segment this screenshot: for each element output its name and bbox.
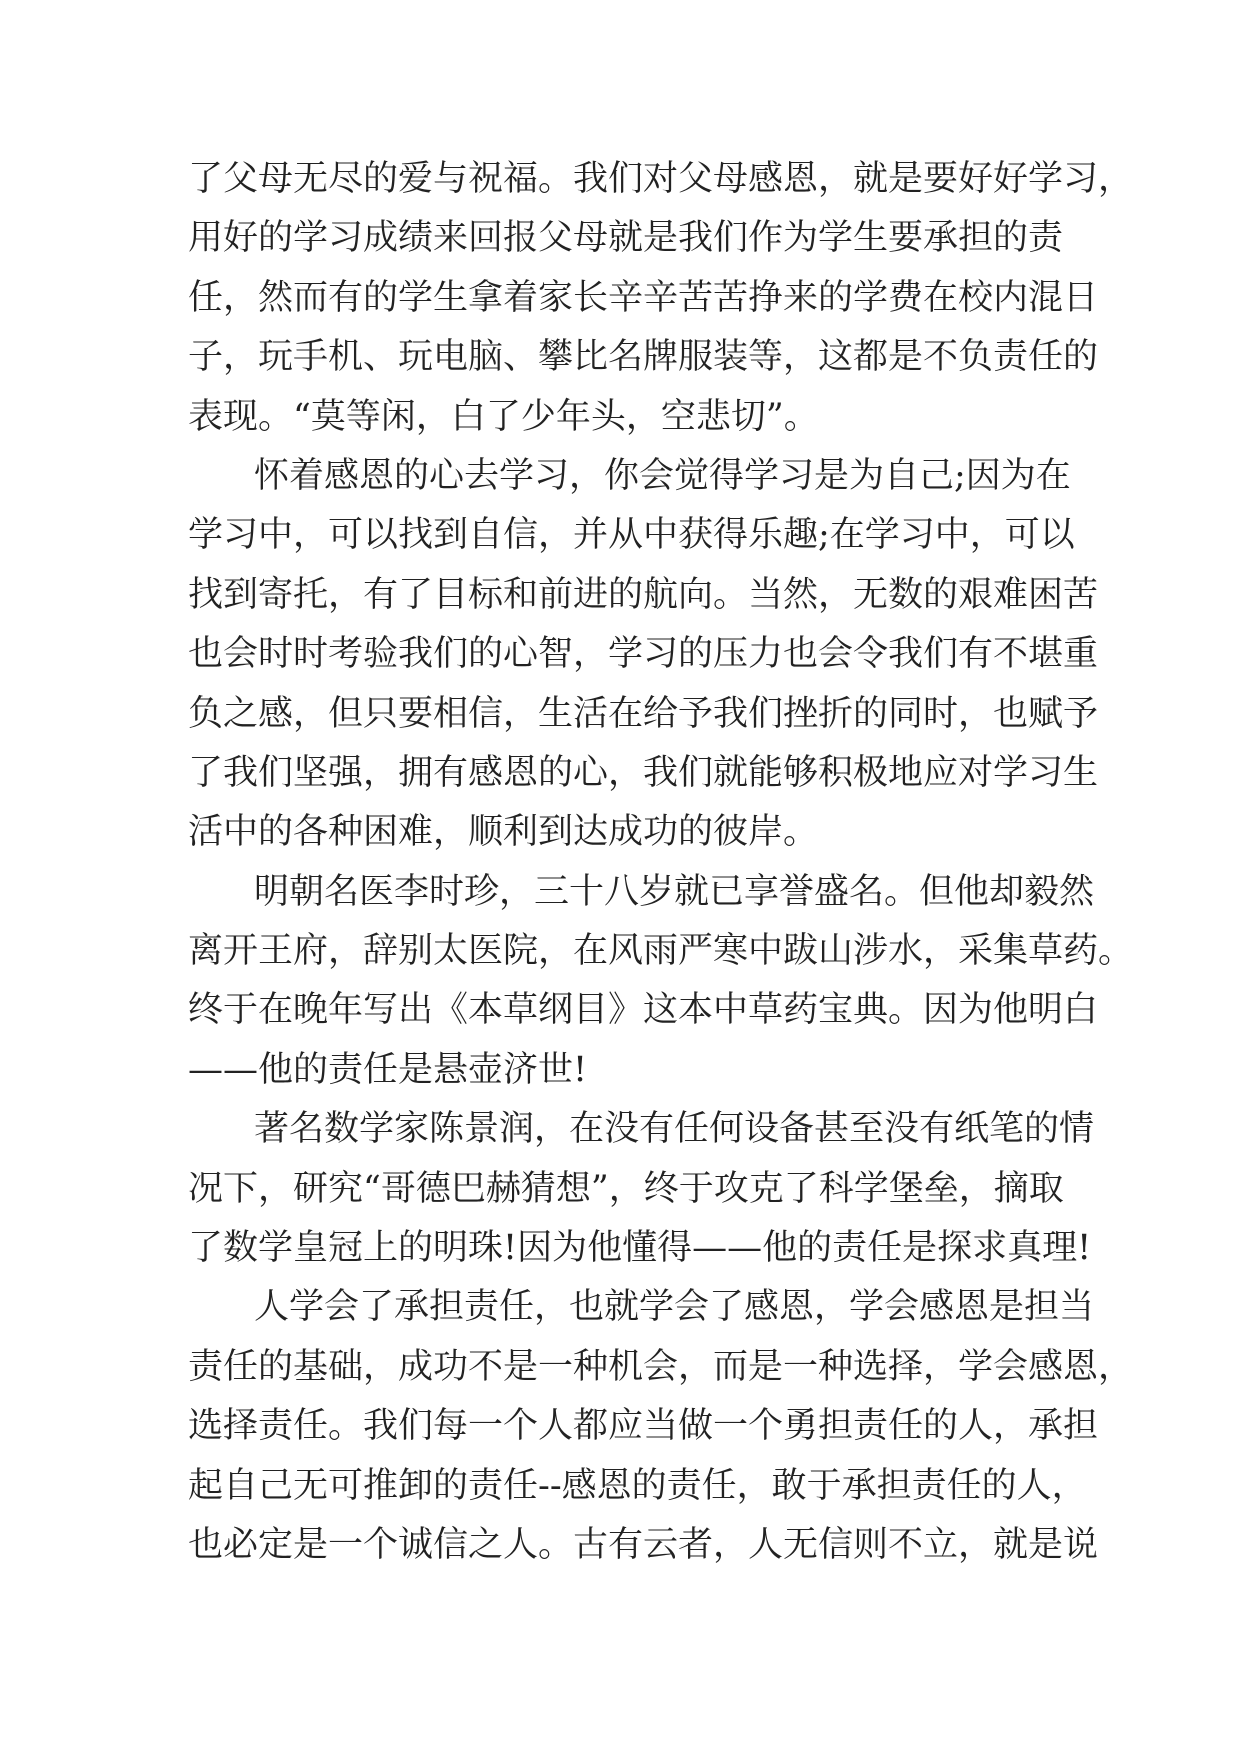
text-line: 责任的基础，成功不是一种机会，而是一种选择，学会感恩，: [188, 1346, 1134, 1387]
text-line: ——他的责任是悬壶济世!: [188, 1049, 588, 1090]
document-page: [188, 150, 1134, 1575]
text-line: 活中的各种困难，顺利到达成功的彼岸。: [188, 812, 819, 853]
text-line: 也会时时考验我们的心智，学习的压力也会令我们有不堪重: [188, 634, 1099, 675]
text-line: 用好的学习成绩来回报父母就是我们作为学生要承担的责: [188, 218, 1064, 259]
text-line: 负之感，但只要相信，生活在给予我们挫折的同时，也赋予: [188, 693, 1099, 734]
text-line: 起自己无可推卸的责任--感恩的责任，敢于承担责任的人，: [188, 1465, 1087, 1506]
text-line: 也必定是一个诚信之人。古有云者，人无信则不立，就是说: [188, 1524, 1099, 1565]
text-line: 找到寄托，有了目标和前进的航向。当然，无数的艰难困苦: [188, 574, 1099, 615]
text-line: 了父母无尽的爱与祝福。我们对父母感恩，就是要好好学习，: [188, 159, 1134, 199]
text-line: 了数学皇冠上的明珠!因为他懂得——他的责任是探求真理!: [188, 1228, 1092, 1269]
text-line: 选择责任。我们每一个人都应当做一个勇担责任的人，承担: [188, 1406, 1099, 1447]
paragraph-first-line: 著名数学家陈景润，在没有任何设备甚至没有纸笔的情: [254, 1109, 1095, 1150]
text-line: 表现。“莫等闲，白了少年头，空悲切”。: [188, 396, 819, 437]
paragraph-first-line: 怀着感恩的心去学习，你会觉得学习是为自己;因为在: [254, 455, 1071, 496]
text-line: 离开王府，辞别太医院，在风雨严寒中跋山涉水，采集草药。: [188, 931, 1134, 972]
text-line: 任，然而有的学生拿着家长辛辛苦苦挣来的学费在校内混日: [188, 277, 1099, 318]
text-line: 了我们坚强，拥有感恩的心，我们就能够积极地应对学习生: [188, 752, 1099, 793]
text-line: 子，玩手机、玩电脑、攀比名牌服装等，这都是不负责任的: [188, 337, 1099, 378]
text-line: 终于在晚年写出《本草纲目》这本中草药宝典。因为他明白: [188, 990, 1099, 1031]
text-line: 学习中，可以找到自信，并从中获得乐趣;在学习中，可以: [188, 515, 1075, 556]
paragraph-first-line: 明朝名医李时珍，三十八岁就已享誉盛名。但他却毅然: [254, 871, 1095, 912]
text-line: 况下，研究“哥德巴赫猜想”，终于攻克了科学堡垒，摘取: [188, 1168, 1064, 1209]
paragraph-first-line: 人学会了承担责任，也就学会了感恩，学会感恩是担当: [254, 1287, 1095, 1328]
